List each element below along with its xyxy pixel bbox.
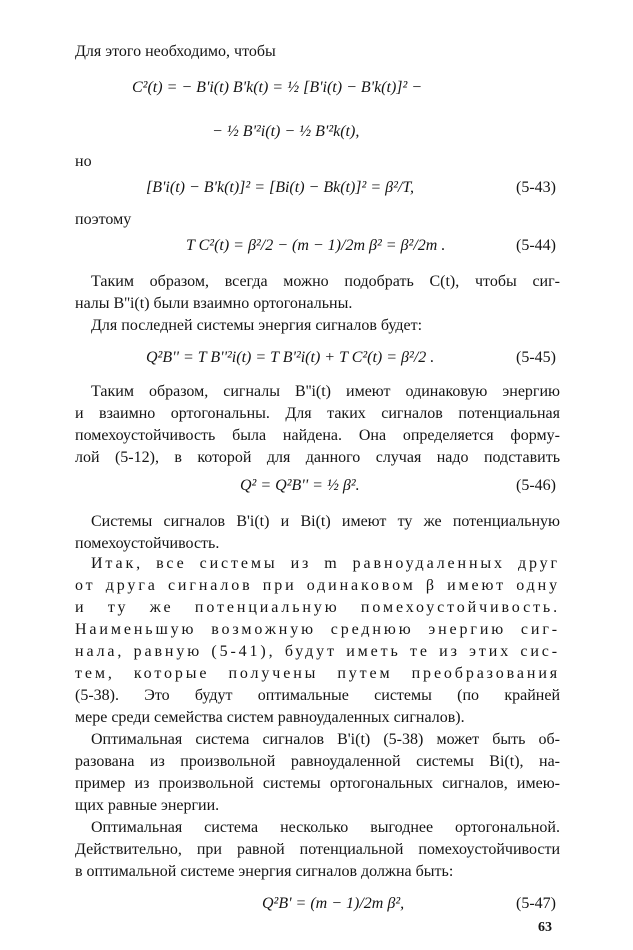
text-line: Наименьшую возможную среднюю энергию сиг- [75,621,560,638]
text-line: Системы сигналов B'i(t) и Bi(t) имеют ту же потенциальную [91,513,560,530]
equation-number: (5-44) [516,237,556,254]
text-line: Оптимальная система несколько выгоднее ортогональной. [91,819,560,836]
text-line: нала, равную (5-41), будут иметь те из этих сис- [75,643,560,660]
text-word-no: но [75,153,92,170]
text-line: тем, которые получены путем преобразования [75,665,560,682]
formula-5-43: [B'i(t) − B'k(t)]² = [Bi(t) − Bk(t)]² = β²/T, [146,179,415,196]
text-line: Таким образом, сигналы B''i(t) имеют одинаковую энергию [91,383,560,400]
text-line: Оптимальная система сигналов B'i(t) (5-38) может быть об- [91,731,560,748]
page-number: 63 [538,920,552,935]
text-line: разована из произвольной равноудаленной системы Bi(t), на- [75,753,560,770]
text-line: от друга сигналов при одинаковом β имеют одну [75,577,560,594]
text-line: (5-38). Это будут оптимальные системы (по крайней [75,687,560,704]
text-line: Таким образом, всегда можно подобрать C(t), чтобы сиг- [91,273,560,290]
text-line: и взаимно ортогональны. Для таких сигналов потенциальная [75,405,560,422]
text-line: в оптимальной системе энергия сигналов должна быть: [75,863,454,880]
text-line: лой (5-12), в которой для данного случая надо подставить [75,449,560,466]
text-line: щих равные энергии. [75,797,220,814]
text-line: Итак, все системы из m равноудаленных друг [91,555,560,572]
equation-number: (5-45) [516,349,556,366]
equation-number: (5-46) [516,477,556,494]
formula-5-46: Q² = Q²B'' = ½ β². [240,477,360,494]
formula-c2-line2: − ½ B'²i(t) − ½ B'²k(t), [212,123,360,140]
text-line: налы B''i(t) были взаимно ортогональны. [75,295,353,312]
text-line: Для этого необходимо, чтобы [75,43,276,60]
formula-5-47: Q²B' = (m − 1)/2m β², [262,895,405,912]
text-line: помехоустойчивость была найдена. Она определяется форму- [75,427,560,444]
text-word-poetomu: поэтому [75,211,132,228]
text-line: Действительно, при равной потенциальной помехоустойчивости [75,841,560,858]
text-line: помехоустойчивость. [75,535,220,552]
text-line: пример из произвольной системы ортогональных сигналов, имею- [75,775,560,792]
equation-number: (5-43) [516,179,556,196]
text-line: мере среди семейства систем равноудаленных сигналов). [75,709,465,726]
formula-5-44: T C²(t) = β²/2 − (m − 1)/2m β² = β²/2m . [186,237,446,254]
formula-5-45: Q²B'' = T B''²i(t) = T B'²i(t) + T C²(t) = β²/2 . [146,349,435,366]
formula-c2-line1: C²(t) = − B'i(t) B'k(t) = ½ [B'i(t) − B'k(t)]² − [132,79,423,96]
text-line: и ту же потенциальную помехоустойчивость. [75,599,560,616]
equation-number: (5-47) [516,895,556,912]
text-line: Для последней системы энергия сигналов будет: [91,317,423,334]
